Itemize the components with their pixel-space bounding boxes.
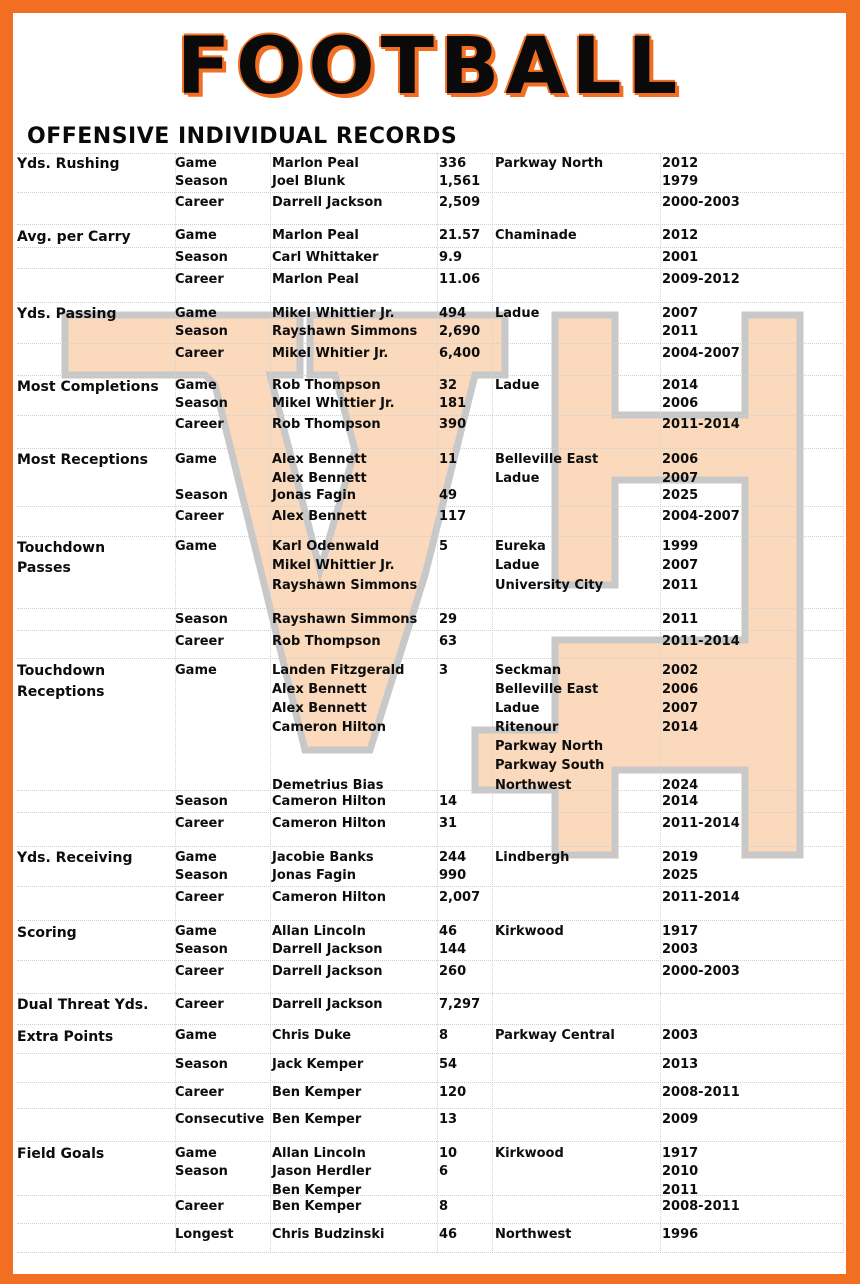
record-type: Career (175, 964, 224, 979)
player-name: Jack Kemper (272, 1057, 364, 1072)
player-name: Ben Kemper (272, 1085, 362, 1100)
row-divider (17, 536, 843, 537)
record-year: 2010 (662, 1164, 699, 1179)
record-year: 2013 (662, 1057, 699, 1072)
player-name: Rayshawn Simmons (272, 324, 418, 339)
record-year: 2025 (662, 488, 699, 503)
player-name: Rayshawn Simmons (272, 578, 418, 593)
record-category: Yds. Rushing (17, 156, 120, 172)
record-year: 2014 (662, 794, 699, 809)
record-year: 2011 (662, 1183, 699, 1198)
record-value: 120 (439, 1085, 467, 1100)
player-name: Demetrius Bias (272, 778, 384, 793)
row-divider (17, 247, 843, 248)
record-year: 2007 (662, 306, 699, 321)
record-value: 7,297 (439, 997, 481, 1012)
player-name: Alex Bennett (272, 452, 367, 467)
column-divider (492, 153, 493, 1253)
player-name: Mikel Whittier Jr. (272, 558, 395, 573)
row-divider (17, 506, 843, 507)
record-year: 2011-2014 (662, 634, 740, 649)
record-year: 2001 (662, 250, 699, 265)
record-year: 1979 (662, 174, 699, 189)
player-name: Rob Thompson (272, 634, 381, 649)
column-divider (270, 153, 271, 1253)
record-value: 8 (439, 1199, 449, 1214)
record-type: Game (175, 924, 217, 939)
row-divider (17, 343, 843, 344)
player-name: Darrell Jackson (272, 964, 383, 979)
opponent: Northwest (495, 1227, 572, 1242)
player-name: Chris Budzinski (272, 1227, 385, 1242)
record-value: 6 (439, 1164, 449, 1179)
record-value: 8 (439, 1028, 449, 1043)
opponent: Ladue (495, 558, 540, 573)
record-value: 390 (439, 417, 467, 432)
record-year: 2002 (662, 663, 699, 678)
record-type: Game (175, 1146, 217, 1161)
record-category: Field Goals (17, 1146, 105, 1162)
player-name: Joel Blunk (272, 174, 346, 189)
record-value: 3 (439, 663, 449, 678)
player-name: Darrell Jackson (272, 195, 383, 210)
record-type: Season (175, 612, 228, 627)
record-value: 46 (439, 924, 458, 939)
record-value: 9.9 (439, 250, 463, 265)
record-year: 2011-2014 (662, 816, 740, 831)
record-type: Career (175, 417, 224, 432)
opponent: Chaminade (495, 228, 577, 243)
record-type: Game (175, 378, 217, 393)
opponent: Belleville East (495, 452, 599, 467)
record-year: 2008-2011 (662, 1085, 740, 1100)
row-divider (17, 302, 843, 303)
record-value: 49 (439, 488, 458, 503)
player-name: Rayshawn Simmons (272, 612, 418, 627)
opponent: University City (495, 578, 604, 593)
row-divider (17, 268, 843, 269)
record-type: Game (175, 228, 217, 243)
record-value: 144 (439, 942, 467, 957)
record-type: Game (175, 156, 217, 171)
page-subtitle: OFFENSIVE INDIVIDUAL RECORDS (27, 124, 458, 149)
record-type: Game (175, 539, 217, 554)
record-category: Extra Points (17, 1029, 114, 1045)
player-name: Alex Bennett (272, 509, 367, 524)
record-type: Career (175, 195, 224, 210)
player-name: Cameron Hilton (272, 720, 386, 735)
row-divider (17, 415, 843, 416)
player-name: Chris Duke (272, 1028, 352, 1043)
player-name: Rob Thompson (272, 378, 381, 393)
record-year: 2007 (662, 471, 699, 486)
record-category: Receptions (17, 684, 105, 700)
player-name: Carl Whittaker (272, 250, 379, 265)
record-value: 11.06 (439, 272, 481, 287)
record-year: 2006 (662, 396, 699, 411)
player-name: Jason Herdler (272, 1164, 372, 1179)
record-year: 2014 (662, 720, 699, 735)
record-value: 63 (439, 634, 458, 649)
row-divider (17, 1108, 843, 1109)
record-year: 2004-2007 (662, 509, 740, 524)
record-category: Avg. per Carry (17, 229, 131, 245)
record-year: 2006 (662, 452, 699, 467)
player-name: Alex Bennett (272, 471, 367, 486)
player-name: Darrell Jackson (272, 942, 383, 957)
player-name: Ben Kemper (272, 1112, 362, 1127)
record-year: 2011-2014 (662, 417, 740, 432)
record-type: Career (175, 509, 224, 524)
record-value: 1,561 (439, 174, 481, 189)
row-divider (17, 790, 843, 791)
record-type: Season (175, 1057, 228, 1072)
opponent: Lindbergh (495, 850, 570, 865)
record-value: 2,007 (439, 890, 481, 905)
record-value: 10 (439, 1146, 458, 1161)
player-name: Mikel Whitier Jr. (272, 346, 389, 361)
record-year: 2006 (662, 682, 699, 697)
row-divider (17, 1141, 843, 1142)
player-name: Marlon Peal (272, 156, 359, 171)
record-year: 2008-2011 (662, 1199, 740, 1214)
record-type: Career (175, 816, 224, 831)
record-value: 2,509 (439, 195, 481, 210)
record-value: 13 (439, 1112, 458, 1127)
row-divider (17, 920, 843, 921)
row-divider (17, 846, 843, 847)
record-type: Season (175, 868, 228, 883)
record-value: 54 (439, 1057, 458, 1072)
opponent: Parkway North (495, 156, 604, 171)
record-year: 2011-2014 (662, 890, 740, 905)
record-category: Yds. Receiving (17, 850, 133, 866)
record-type: Game (175, 1028, 217, 1043)
record-value: 990 (439, 868, 467, 883)
record-year: 2007 (662, 558, 699, 573)
row-divider (17, 1252, 843, 1253)
player-name: Allan Lincoln (272, 1146, 366, 1161)
opponent: Belleville East (495, 682, 599, 697)
row-divider (17, 224, 843, 225)
row-divider (17, 375, 843, 376)
record-type: Game (175, 306, 217, 321)
record-value: 117 (439, 509, 467, 524)
record-year: 2024 (662, 778, 699, 793)
record-type: Career (175, 346, 224, 361)
opponent: Eureka (495, 539, 546, 554)
row-divider (17, 1223, 843, 1224)
player-name: Landen Fitzgerald (272, 663, 405, 678)
opponent: Kirkwood (495, 924, 564, 939)
row-divider (17, 608, 843, 609)
record-category: Most Receptions (17, 452, 148, 468)
player-name: Mikel Whittier Jr. (272, 306, 395, 321)
record-year: 2003 (662, 1028, 699, 1043)
player-name: Cameron Hilton (272, 816, 386, 831)
record-value: 21.57 (439, 228, 481, 243)
row-divider (17, 1082, 843, 1083)
record-value: 494 (439, 306, 467, 321)
record-value: 11 (439, 452, 458, 467)
row-divider (17, 1195, 843, 1196)
record-year: 2025 (662, 868, 699, 883)
row-divider (17, 1053, 843, 1054)
record-type: Game (175, 452, 217, 467)
opponent: Seckman (495, 663, 562, 678)
opponent: Parkway Central (495, 1028, 615, 1043)
record-year: 2000-2003 (662, 195, 740, 210)
record-value: 5 (439, 539, 449, 554)
record-value: 46 (439, 1227, 458, 1242)
opponent: Ritenour (495, 720, 559, 735)
row-divider (17, 812, 843, 813)
opponent: Ladue (495, 471, 540, 486)
player-name: Karl Odenwald (272, 539, 380, 554)
record-category: Scoring (17, 925, 77, 941)
column-divider (843, 153, 844, 1253)
record-year: 2014 (662, 378, 699, 393)
record-type: Career (175, 272, 224, 287)
player-name: Marlon Peal (272, 272, 359, 287)
record-type: Season (175, 324, 228, 339)
column-divider (437, 153, 438, 1253)
record-value: 32 (439, 378, 458, 393)
record-year: 2009 (662, 1112, 699, 1127)
row-divider (17, 192, 843, 193)
column-divider (660, 153, 661, 1253)
player-name: Jonas Fagin (272, 868, 356, 883)
record-value: 6,400 (439, 346, 481, 361)
opponent: Kirkwood (495, 1146, 564, 1161)
record-type: Season (175, 174, 228, 189)
opponent: Ladue (495, 306, 540, 321)
player-name: Allan Lincoln (272, 924, 366, 939)
record-year: 1996 (662, 1227, 699, 1242)
page-title: FOOTBALL (176, 22, 684, 112)
opponent: Northwest (495, 778, 572, 793)
row-divider (17, 448, 843, 449)
row-divider (17, 960, 843, 961)
record-value: 14 (439, 794, 458, 809)
record-value: 2,690 (439, 324, 481, 339)
record-value: 336 (439, 156, 467, 171)
record-type: Career (175, 634, 224, 649)
record-type: Game (175, 663, 217, 678)
record-category: Most Completions (17, 379, 159, 395)
player-name: Ben Kemper (272, 1183, 362, 1198)
player-name: Darrell Jackson (272, 997, 383, 1012)
record-year: 1999 (662, 539, 699, 554)
row-divider (17, 153, 843, 154)
record-year: 2003 (662, 942, 699, 957)
player-name: Marlon Peal (272, 228, 359, 243)
player-name: Jacobie Banks (272, 850, 374, 865)
record-year: 2009-2012 (662, 272, 740, 287)
record-year: 2007 (662, 701, 699, 716)
record-category: Touchdown (17, 663, 106, 679)
row-divider (17, 658, 843, 659)
row-divider (17, 630, 843, 631)
record-year: 2011 (662, 324, 699, 339)
record-type: Season (175, 488, 228, 503)
row-divider (17, 1024, 843, 1025)
record-value: 181 (439, 396, 467, 411)
opponent: Ladue (495, 701, 540, 716)
record-year: 2011 (662, 578, 699, 593)
record-type: Career (175, 1199, 224, 1214)
row-divider (17, 993, 843, 994)
record-category: Passes (17, 560, 71, 576)
record-type: Season (175, 250, 228, 265)
record-type: Season (175, 1164, 228, 1179)
opponent: Parkway South (495, 758, 605, 773)
record-year: 1917 (662, 924, 699, 939)
record-value: 31 (439, 816, 458, 831)
player-name: Jonas Fagin (272, 488, 356, 503)
record-type: Career (175, 1085, 224, 1100)
record-type: Career (175, 890, 224, 905)
row-divider (17, 886, 843, 887)
record-value: 244 (439, 850, 467, 865)
player-name: Alex Bennett (272, 682, 367, 697)
record-type: Season (175, 396, 228, 411)
record-category: Touchdown (17, 540, 106, 556)
record-year: 2012 (662, 228, 699, 243)
player-name: Cameron Hilton (272, 794, 386, 809)
record-year: 2011 (662, 612, 699, 627)
record-category: Yds. Passing (17, 306, 117, 322)
player-name: Rob Thompson (272, 417, 381, 432)
player-name: Cameron Hilton (272, 890, 386, 905)
record-year: 2004-2007 (662, 346, 740, 361)
record-type: Season (175, 942, 228, 957)
record-type: Game (175, 850, 217, 865)
player-name: Mikel Whittier Jr. (272, 396, 395, 411)
record-value: 29 (439, 612, 458, 627)
record-year: 2019 (662, 850, 699, 865)
opponent: Ladue (495, 378, 540, 393)
record-category: Dual Threat Yds. (17, 997, 149, 1013)
player-name: Ben Kemper (272, 1199, 362, 1214)
record-type: Longest (175, 1227, 234, 1242)
record-year: 1917 (662, 1146, 699, 1161)
opponent: Parkway North (495, 739, 604, 754)
record-type: Season (175, 794, 228, 809)
player-name: Alex Bennett (272, 701, 367, 716)
record-year: 2012 (662, 156, 699, 171)
record-type: Consecutive (175, 1112, 265, 1127)
record-type: Career (175, 997, 224, 1012)
record-value: 260 (439, 964, 467, 979)
record-year: 2000-2003 (662, 964, 740, 979)
